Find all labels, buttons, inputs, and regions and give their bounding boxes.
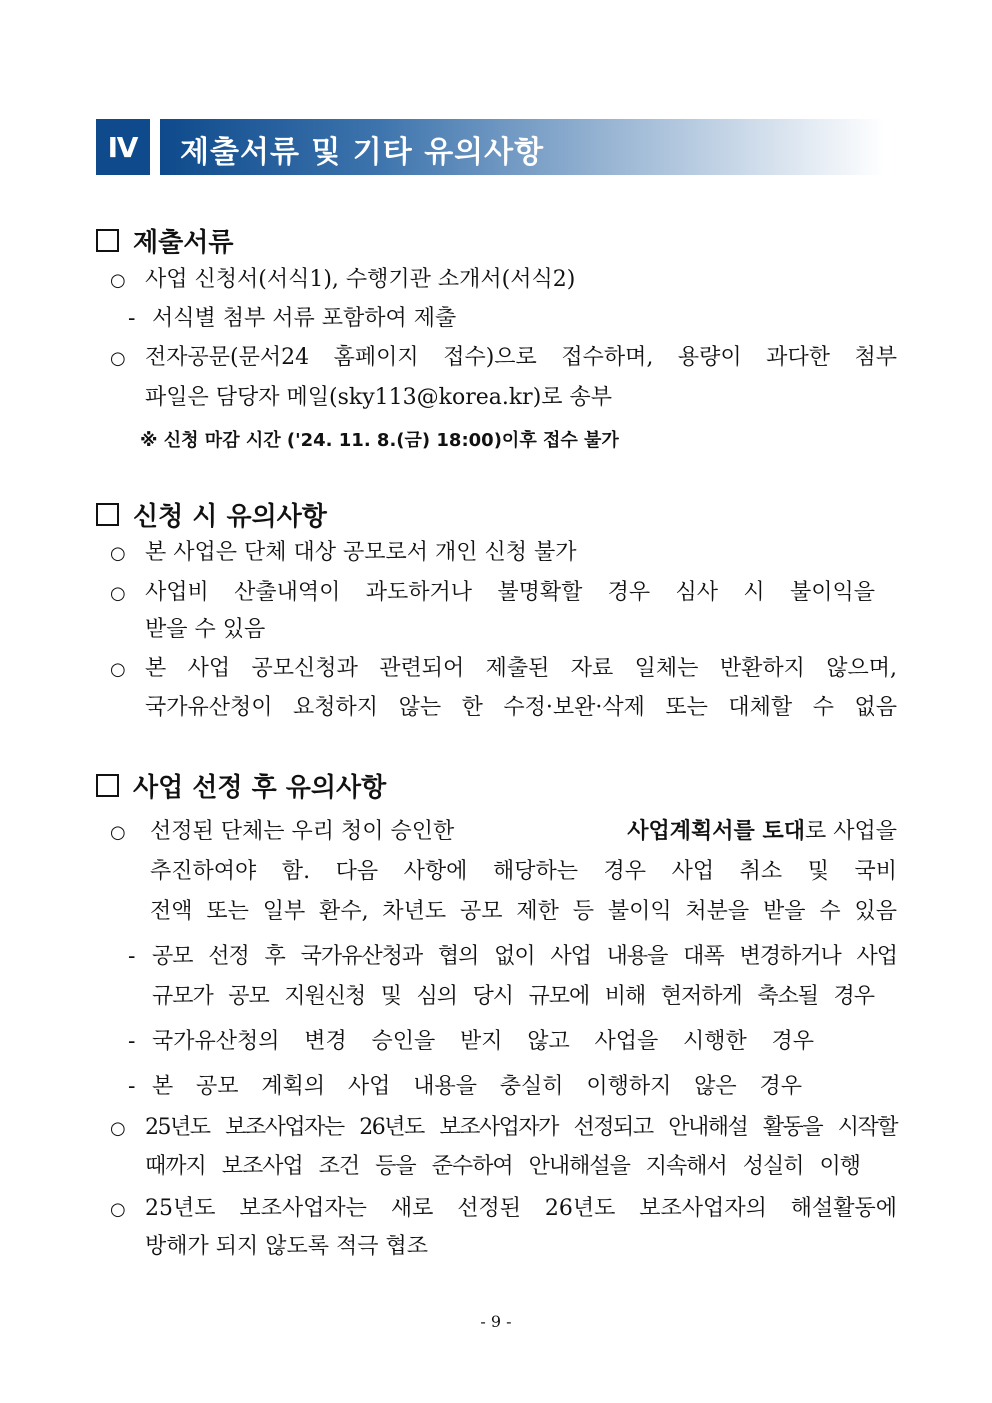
deadline-note: ※ 신청 마감 시간 ('24. 11. 8.(금) 18:00)이후 접수 불가 — [140, 430, 619, 451]
chapter-banner — [160, 119, 885, 175]
section-title: 사업 선정 후 유의사항 — [133, 773, 387, 803]
list-item — [150, 817, 897, 847]
text: 로 사업을 — [804, 819, 897, 844]
page-number: - 9 - — [480, 1312, 512, 1331]
bullet-icon: ○ — [110, 270, 126, 291]
list-item: 25년도 보조사업자는 새로 선정된 26년도 보조사업자의 해설활동에 — [145, 1196, 897, 1221]
list-item-cont: 받을 수 있음 — [145, 617, 266, 642]
list-item: 25년도 보조사업자는 26년도 보조사업자가 선정되고 안내해설 활동을 시작할 — [145, 1115, 897, 1140]
list-item: 본 사업은 단체 대상 공모로서 개인 신청 불가 — [145, 540, 577, 565]
list-item-cont: 전액 또는 일부 환수, 차년도 공모 제한 등 불이익 처분을 받을 수 있음 — [150, 899, 897, 924]
list-item-cont: 방해가 되지 않도록 적극 협조 — [145, 1234, 428, 1259]
bullet-icon: ○ — [110, 1118, 126, 1139]
bullet-icon: ○ — [110, 822, 126, 843]
bullet-icon: ○ — [110, 348, 126, 369]
section-heading — [96, 496, 327, 533]
checkbox-square-icon — [96, 229, 119, 252]
bullet-icon: ○ — [110, 659, 126, 680]
section-title: 신청 시 유의사항 — [133, 502, 327, 532]
list-item: 공모 선정 후 국가유산청과 협의 없이 사업 내용을 대폭 변경하거나 사업 — [152, 944, 897, 969]
chapter-title: 제출서류 및 기타 유의사항 — [180, 135, 545, 170]
list-item: 국가유산청의 변경 승인을 받지 않고 사업을 시행한 경우 — [152, 1029, 814, 1054]
list-item: 사업비 산출내역이 과도하거나 불명확할 경우 심사 시 불이익을 — [145, 580, 875, 605]
bullet-icon: ○ — [110, 583, 126, 604]
checkbox-square-icon — [96, 774, 119, 797]
chapter-number: Ⅳ — [96, 119, 150, 175]
list-item-cont: 추진하여야 함. 다음 사항에 해당하는 경우 사업 취소 및 국비 — [150, 859, 897, 884]
dash-icon: - — [128, 1029, 136, 1054]
section-heading — [96, 767, 386, 804]
bullet-icon: ○ — [110, 1199, 126, 1220]
section-heading — [96, 222, 233, 259]
list-item-cont: 때까지 보조사업 조건 등을 준수하여 안내해설을 지속해서 성실히 이행 — [145, 1154, 860, 1179]
checkbox-square-icon — [96, 503, 119, 526]
list-item-cont: 국가유산청이 요청하지 않는 한 수정·보완·삭제 또는 대체할 수 없음 — [145, 695, 897, 720]
dash-icon: - — [128, 1074, 136, 1099]
list-item-cont: 규모가 공모 지원신청 및 심의 당시 규모에 비해 현저하게 축소될 경우 — [152, 984, 874, 1009]
section-title: 제출서류 — [133, 228, 234, 258]
list-item: 본 사업 공모신청과 관련되어 제출된 자료 일체는 반환하지 않으며, — [145, 656, 897, 681]
text: 선정된 단체는 우리 청이 승인한 — [150, 819, 455, 844]
list-item: 사업 신청서(서식1), 수행기관 소개서(서식2) — [145, 267, 576, 292]
list-item: 본 공모 계획의 사업 내용을 충실히 이행하지 않은 경우 — [152, 1074, 802, 1099]
dash-icon: - — [128, 944, 136, 969]
bold-text: 사업계획서를 토대 — [627, 819, 805, 844]
list-item: 전자공문(문서24 홈페이지 접수)으로 접수하며, 용량이 과다한 첨부 — [145, 345, 897, 370]
list-item-cont: 파일은 담당자 메일(sky113@korea.kr)로 송부 — [145, 385, 613, 410]
dash-icon: - — [128, 306, 136, 331]
list-item: 서식별 첨부 서류 포함하여 제출 — [152, 306, 457, 331]
bullet-icon: ○ — [110, 543, 126, 564]
